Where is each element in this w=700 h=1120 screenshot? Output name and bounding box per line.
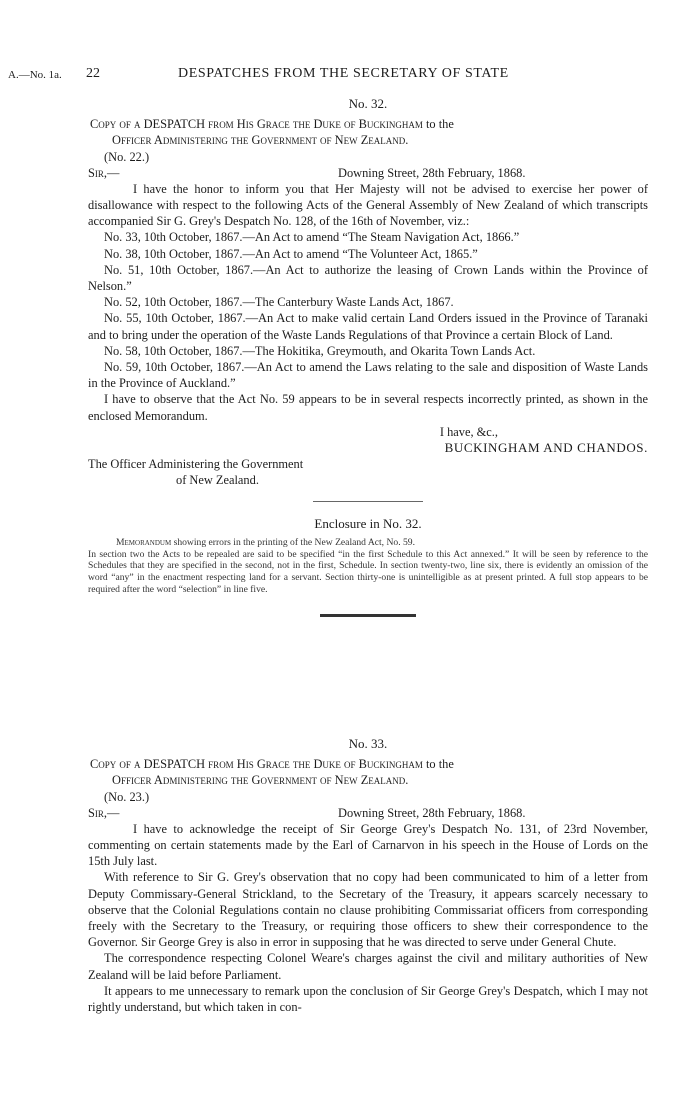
addressee-line: of New Zealand. — [176, 473, 259, 488]
despatch-33 — [88, 736, 648, 1015]
paragraph: No. 55, 10th October, 1867.—An Act to make valid certain Land Orders issued in the Province of Taranaki and to bring under the operation of the Waste Lands Regulations of that Province a certain Block of Land. — [88, 311, 648, 342]
despatch-heading: Copy of a DESPATCH from His Grace the Duke of Buckingham to the — [90, 757, 454, 772]
paragraph: No. 51, 10th October, 1867.—An Act to authorize the leasing of Crown Lands within the Province of Nelson.” — [88, 262, 648, 294]
address-date: Downing Street, 28th February, 1868. — [338, 805, 526, 820]
signature: BUCKINGHAM AND CHANDOS. — [444, 440, 648, 456]
paragraph: No. 59, 10th October, 1867.—An Act to amend the Laws relating to the sale and disposition of Waste Lands in the Province of Auckland.” — [88, 360, 648, 391]
paragraph: I have to observe that the Act No. 59 appears to be in several respects incorrectly printed, as shown in the enclosed Memorandum. — [88, 392, 648, 423]
address-date: Downing Street, 28th February, 1868. — [338, 165, 526, 180]
despatch-heading: Copy of a DESPATCH from His Grace the Duke of Buckingham to the — [90, 117, 454, 132]
despatch-recipient: Officer Administering the Government of New Zealand. — [112, 773, 409, 788]
despatch-ref-no: (No. 22.) — [104, 149, 150, 164]
paragraph: With reference to Sir G. Grey's observation that no copy had been communicated to him of a letter from Deputy Commissary-General Strickland, to the Secretary of the Treasury, it appears scarcely necessary to observe that the Colonial Regulations contain no clause prohibiting Commissariat officers from corresponding freely with the Secretary to the Treasury, or requiring those officers to shew their correspondence to the Governor. Sir George Grey is also in error in supposing that he was directed to serve under General Chute. — [88, 870, 648, 950]
paragraph: I have to acknowledge the receipt of Sir George Grey's Despatch No. 131, of 23rd November, commenting on certain statements made by the Earl of Carnarvon in his speech in the House of Lords on the 15th July last. — [88, 821, 648, 869]
despatch-number: No. 33. — [348, 736, 388, 751]
closing: I have, &c., — [439, 424, 498, 439]
running-title: DESPATCHES FROM THE SECRETARY OF STATE — [178, 66, 509, 81]
addressee-line: The Officer Administering the Government — [88, 457, 304, 472]
despatch-number: No. 32. — [348, 96, 388, 111]
enclosure-title: Enclosure in No. 32. — [314, 515, 422, 531]
salutation: Sir,— — [88, 165, 120, 180]
salutation: Sir,— — [88, 805, 120, 820]
paragraph: No. 52, 10th October, 1867.—The Canterbury Waste Lands Act, 1867. — [104, 295, 454, 310]
section-divider — [320, 614, 416, 617]
despatch-32 — [88, 96, 648, 617]
paragraph: No. 38, 10th October, 1867.—An Act to amend “The Volunteer Act, 1865.” — [104, 246, 478, 261]
paragraph: No. 33, 10th October, 1867.—An Act to amend “The Steam Navigation Act, 1866.” — [104, 230, 520, 245]
paragraph: The correspondence respecting Colonel Weare's charges against the civil and military authorities of New Zealand will be laid before Parliament. — [88, 951, 648, 982]
memo-title: showing errors in the printing of the New Zealand Act, No. 59. — [171, 536, 415, 548]
paragraph: It appears to me unnecessary to remark upon the conclusion of Sir George Grey's Despatch, which I may not rightly understand, but which taken in con- — [88, 983, 648, 1015]
paragraph: I have the honor to inform you that Her Majesty will not be advised to exercise her power of disallowance with respect to the following Acts of the General Assembly of New Zealand of which transcripts accompanied Sir G. Grey's Despatch No. 128, of the 16th of November, viz.: — [88, 181, 648, 229]
despatch-ref-no: (No. 23.) — [104, 789, 150, 804]
memo-label: Memorandum — [116, 536, 172, 548]
paragraph: No. 58, 10th October, 1867.—The Hokitika, Greymouth, and Okarita Town Lands Act. — [104, 343, 536, 358]
salutation-line — [88, 805, 648, 821]
despatch-recipient: Officer Administering the Government of New Zealand. — [112, 133, 409, 148]
memo-body: In section two the Acts to be repealed are said to be specified “in the first Schedule to this Act annexed.” It will be seen by reference to the Schedules that they are specified in the second, not in the first, Schedule. In section twenty-two, line six, there is evidently an omission of the word “any” in the enactment respecting land for a servant. Section thirty-one is unintelligible as at present printed. A full stop appears to be required after the word “selection” in line five. — [88, 548, 648, 596]
page-number: 22 — [86, 66, 100, 81]
document-reference: A.—No. 1a. — [8, 69, 62, 81]
salutation-line — [88, 165, 648, 181]
memorandum — [88, 537, 648, 596]
